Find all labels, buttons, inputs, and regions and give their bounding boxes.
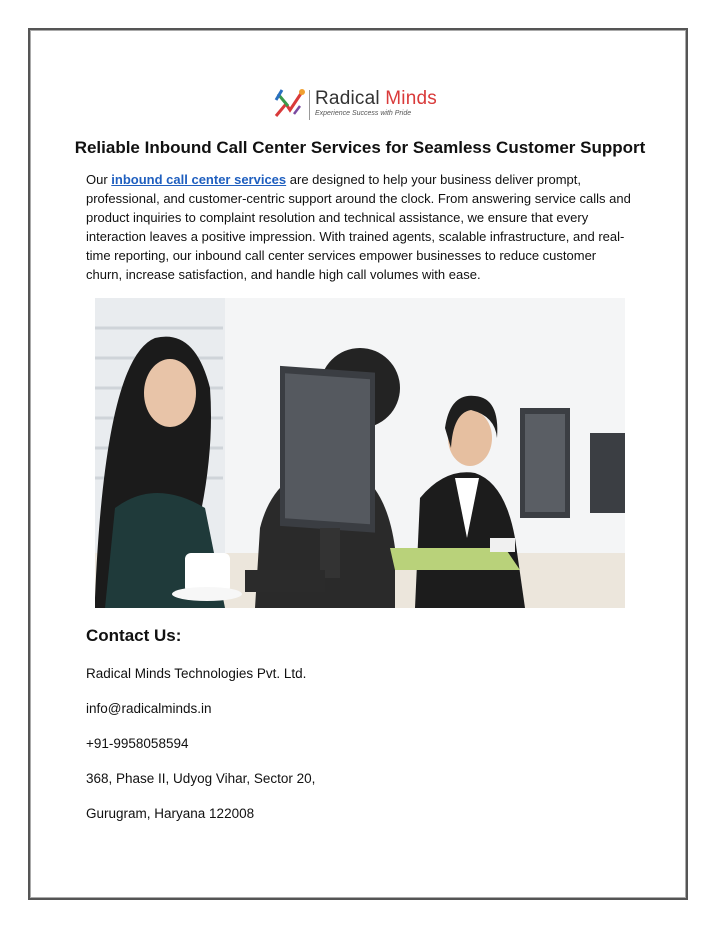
contact-company: Radical Minds Technologies Pvt. Ltd.: [86, 666, 307, 681]
contact-heading: Contact Us:: [86, 626, 182, 645]
contact-address-line2: Gurugram, Haryana 122008: [86, 806, 255, 821]
page-title: Reliable Inbound Call Center Services for Seamless Customer Support: [74, 138, 646, 157]
contact-email: info@radicalminds.in: [86, 701, 212, 716]
intro-paragraph: Our inbound call center services are designed to help your business deliver prompt, professional, and customer-centric support around the clock. From answering service calls and product inquiries to complaint resolution and technical assistance, we ensure that every interaction leaves a positive impression. With trained agents, scalable infrastructure, and real-time reporting, our inbound call center services empower businesses to reduce customer churn, increase satisfaction, and handle high call volumes with ease.: [86, 172, 631, 282]
logo-tagline: Experience Success with Pride: [315, 110, 412, 117]
contact-phone: +91-9958058594: [86, 736, 189, 751]
inbound-services-link[interactable]: inbound call center services: [111, 172, 287, 187]
contact-address-line1: 368, Phase II, Udyog Vihar, Sector 20,: [86, 771, 316, 786]
call-center-photo: [95, 298, 625, 608]
company-logo: [272, 86, 450, 122]
logo-wordmark: Radical Minds: [315, 88, 437, 109]
logo-mark-icon: [272, 86, 306, 122]
logo-divider: [309, 90, 310, 120]
